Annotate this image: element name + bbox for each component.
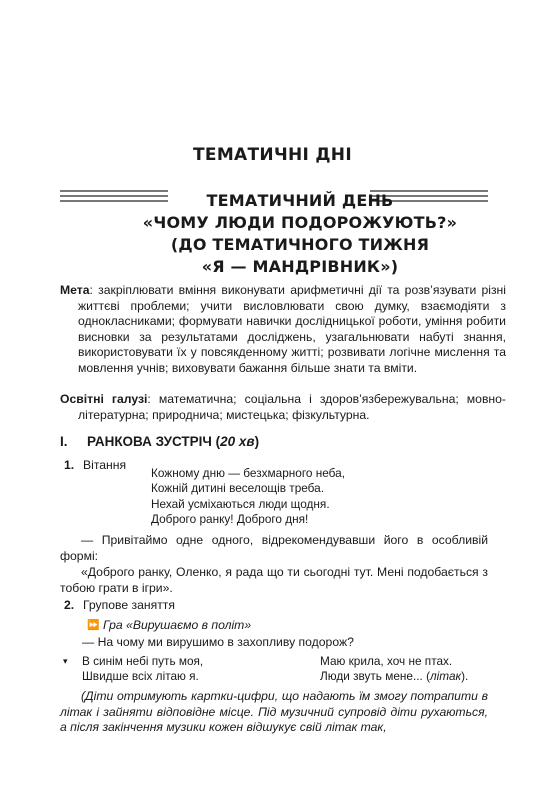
fields-paragraph: [60, 392, 506, 423]
greeting-title: Вітання: [83, 458, 127, 472]
day-title-line: (ДО ТЕМАТИЧНОГО ТИЖНЯ: [170, 235, 430, 254]
poem-line: Доброго ранку! Доброго дня!: [151, 512, 309, 527]
group-title: Групове заняття: [83, 598, 175, 612]
poem-line: Кожному дню — безхмарного неба,: [151, 466, 345, 480]
goal-paragraph: [60, 283, 506, 377]
fields-label: Освітні галузі: [60, 392, 148, 406]
riddle-left: [82, 654, 203, 685]
riddle-line: Маю крила, хоч не птах.: [320, 654, 453, 668]
goal-label: Мета: [60, 283, 90, 297]
poem-line: Нехай усміхаються люди щодня.: [151, 496, 330, 511]
poem-line: Кожній дитині веселощів треба.: [151, 481, 325, 496]
riddle-line: Швидше всіх літаю я.: [82, 669, 199, 684]
greeting-poem: [151, 466, 345, 528]
day-title-line: «Я — МАНДРІВНИК»): [201, 257, 399, 276]
group-number: 2.: [64, 598, 75, 612]
triangle-down-icon: ▾: [63, 656, 68, 666]
day-title: [110, 190, 490, 278]
part1-title: РАНКОВА ЗУСТРІЧ (: [87, 434, 221, 449]
riddle-right: [320, 654, 468, 685]
goal-text: : закріплювати вміння виконувати арифметичні дії та розв’язувати різні життєві проблеми; учити висловлювати свою думку, взаємодіяти з однокласниками; формувати навички дослідницької роботи, уміння робити висновки за результатами досліджень, узагальнювати набуті знання, використовувати їх у повсякденному житті; розвивати логічне мислення та мовлення учнів; виховувати бажання більше знати та вміти.: [78, 283, 506, 375]
riddle-line: В синім небі путь моя,: [82, 654, 204, 668]
part1-heading: [87, 434, 259, 449]
fields-text: : математична; соціальна і здоров’язбережувальна; мовно-літературна; природнича; мистецька; фізкультурна.: [78, 392, 506, 422]
fast-forward-icon: ⏩: [87, 620, 100, 631]
riddle-end: ).: [461, 669, 469, 684]
riddle-answer: літак: [430, 669, 462, 684]
instruction-paragraph: (Діти отримують картки-цифри, що надають їм змогу потрапити в літак і зайняти відповідне місце. Під музичний супровід діти рухаються, а після закінчення музики кожен відшукує свій літак так,: [60, 689, 488, 735]
day-title-line: ТЕМАТИЧНИЙ ДЕНЬ: [206, 191, 394, 210]
game-title: Гра «Вирушаємо в політ»: [103, 618, 252, 632]
greeting-paragraph-2: «Доброго ранку, Оленко, я рада що ти сьогодні тут. Мені подобається з тобою грати в ігри».: [60, 565, 488, 595]
riddle-line-text: Люди звуть мене... (: [320, 669, 431, 684]
day-title-line: «ЧОМУ ЛЮДИ ПОДОРОЖУЮТЬ?»: [142, 213, 458, 232]
part1-number: I.: [60, 434, 68, 449]
greeting-number: 1.: [64, 458, 75, 472]
part1-close: ): [254, 434, 260, 449]
riddle-line-answer: [320, 669, 468, 684]
section-title: ТЕМАТИЧНІ ДНІ: [193, 145, 352, 165]
group-question: — На чому ми вирушимо в захопливу подорож?: [82, 635, 354, 649]
part1-duration: 20 хв: [220, 434, 255, 449]
greeting-paragraph-1: — Привітаймо одне одного, відрекомендувавши його в особливій формі:: [60, 533, 488, 563]
